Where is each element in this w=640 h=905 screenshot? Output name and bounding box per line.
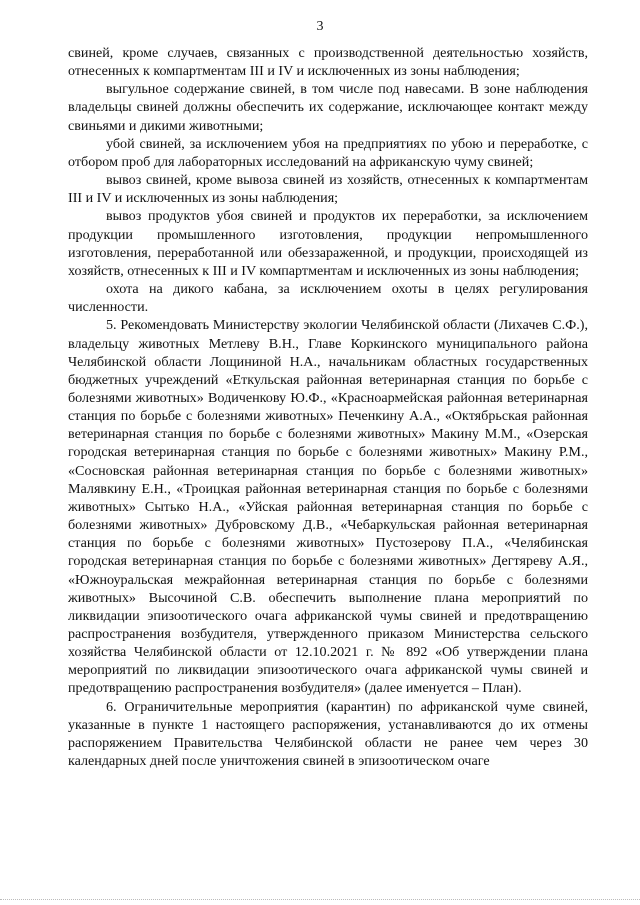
document-body <box>68 44 588 770</box>
paragraph-continuation: свиней, кроме случаев, связанных с производственной деятельностью хозяйств, отнесенных к компартментам III и IV и исключенных из зоны наблюдения; <box>68 45 588 80</box>
paragraph-hunting: охота на дикого кабана, за исключением охоты в целях регулирования численности. <box>68 281 588 316</box>
page-number: 3 <box>316 19 324 34</box>
paragraph-export-products: вывоз продуктов убоя свиней и продуктов их переработки, за исключением продукции промышленного изготовления, продукции непромышленного изготовления, переработанной или обеззараженной, и продукции, происходящей из хозяйств, отнесенных к III и IV компартментам и исключенных из зоны наблюдения; <box>68 208 588 279</box>
paragraph-outdoor-keeping: выгульное содержание свиней, в том числе под навесами. В зоне наблюдения владельцы свиней должны обеспечить их содержание, исключающее контакт между свиньями и дикими животными; <box>68 81 588 134</box>
paragraph-item-5: 5. Рекомендовать Министерству экологии Челябинской области (Лихачев С.Ф.), владельцу животных Метлеву В.Н., Главе Коркинского муниципального района Челябинской области Лощининой Н.А., начальникам областных государственных бюджетных учреждений «Еткульская районная ветеринарная станция по борьбе с болезнями животных» Водиченкову Ю.Ф., «Красноармейская районная ветеринарная станция по борьбе с болезнями животных» Печенкину А.А., «Октябрьская районная ветеринарная станция по борьбе с болезнями животных» Макину М.М., «Озерская городская ветеринарная станция по борьбе с болезнями животных» Макину Р.М., «Сосновская районная ветеринарная станция по борьбе с болезнями животных» Малявкину Е.Н., «Троицкая районная ветеринарная станция по борьбе с болезнями животных» Сытько Н.А., «Уйская районная ветеринарная станция по борьбе с болезнями животных» Дубровскому Д.В., «Чебаркульская районная ветеринарная станция по борьбе с болезнями животных» Пустозерову П.А., «Челябинская городская ветеринарная станция по борьбе с болезнями животных» Дегтяреву А.Я., «Южноуральская межрайонная ветеринарная станция по борьбе с болезнями животных» Высочиной С.В. обеспечить выполнение плана мероприятий по ликвидации эпизоотического очага африканской чумы свиней и предотвращению распространения возбудителя, утвержденного приказом Министерства сельского хозяйства Челябинской области от 12.10.2021 г. № 892 «Об утверждении плана мероприятий по ликвидации эпизоотического очага африканской чумы свиней и предотвращению распространения возбудителя» (далее именуется – План). <box>68 317 588 697</box>
paragraph-slaughter: убой свиней, за исключением убоя на предприятиях по убою и переработке, с отбором проб для лабораторных исследований на африканскую чуму свиней; <box>68 135 588 170</box>
paragraph-export-pigs: вывоз свиней, кроме вывоза свиней из хозяйств, отнесенных к компартментам III и IV и исключенных из зоны наблюдения; <box>68 172 588 207</box>
scan-edge-divider <box>0 899 640 901</box>
paragraph-item-6: 6. Ограничительные мероприятия (карантин) по африканской чуме свиней, указанные в пункте 1 настоящего распоряжения, устанавливаются до их отмены распоряжением Правительства Челябинской области не ранее чем через 30 календарных дней после уничтожения свиней в эпизоотическом очаге <box>68 698 588 770</box>
